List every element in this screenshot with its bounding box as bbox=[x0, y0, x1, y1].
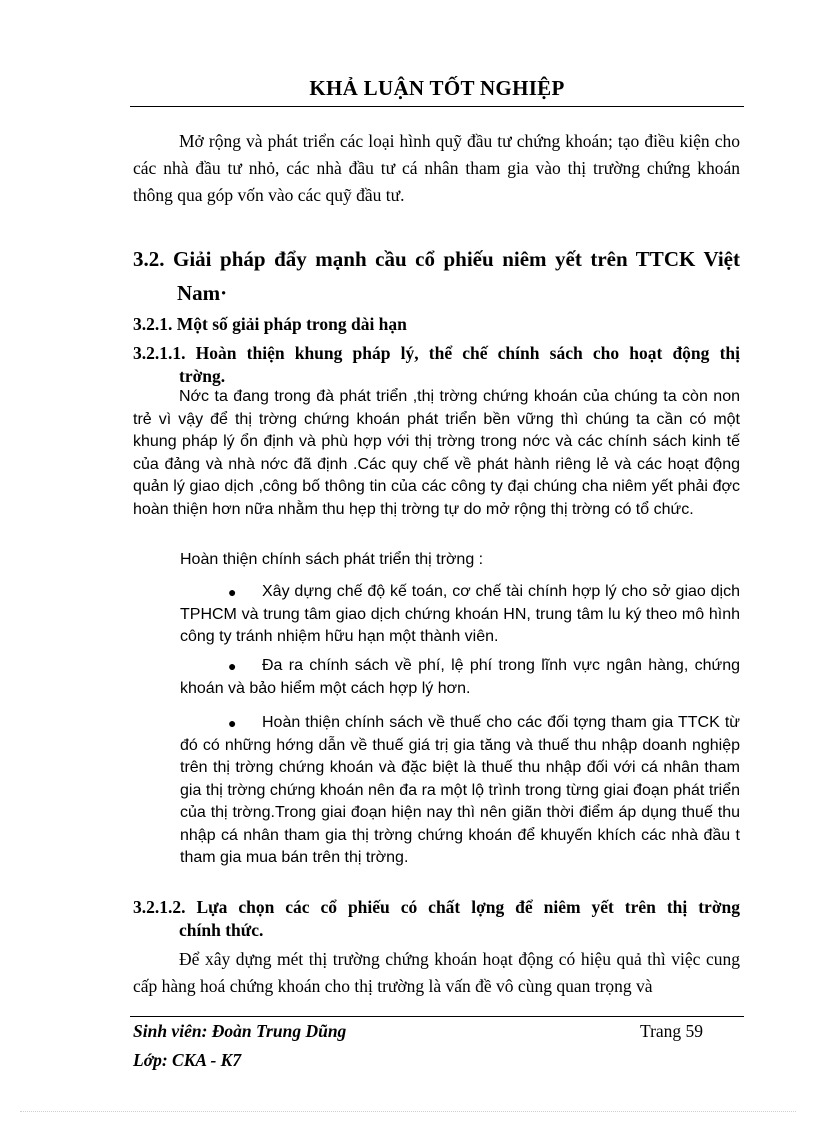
list-item-text: Hoàn thiện chính sách về thuế cho các đối tợng tham gia TTCK từ đó có những hớng dẫn về thuế giá trị gia tăng và thuế thu nhập doanh nghiệp trên thị trờng chứng khoán và đặc biệt là thuế thu nhập đối với cá nhân tham gia thị trờng chứng khoán nên đa ra một lộ trình trong từng giai đoạn phát triển của thị trờng.Trong giai đoạn hiện nay thì nên giãn thời điểm áp dụng thuế thu nhập cá nhân tham gia thị trờng chứng khoán để khuyến khích các nhà đầu t tham gia mua bán trên thị trờng. bbox=[180, 714, 740, 866]
footer-page-number: Trang 59 bbox=[640, 1021, 704, 1041]
page-edge-dotted-line bbox=[20, 1111, 796, 1112]
list-item bbox=[180, 712, 740, 870]
section-3-2-1-1-heading bbox=[133, 342, 740, 388]
section-3-2-heading-line2: Nam· bbox=[177, 281, 228, 305]
intro-paragraph: Mở rộng và phát triển các loại hình quỹ đầu tư chứng khoán; tạo điều kiện cho các nhà đầu tư nhỏ, các nhà đầu tư cá nhân tham gia vào thị trường chứng khoán thông qua góp vốn vào các quỹ đầu tư. bbox=[133, 131, 740, 205]
list-item bbox=[180, 581, 740, 649]
section-3-2-heading bbox=[133, 242, 740, 310]
page-header-title: KHẢ LUẬN TỐT NGHIỆP bbox=[309, 76, 565, 100]
footer-class: Lớp: CKA - K7 bbox=[133, 1050, 242, 1070]
section-3-2-1-1-heading-line1: 3.2.1.1. Hoàn thiện khung pháp lý, thể chế chính sách cho hoạt động thị bbox=[133, 343, 740, 363]
list-item bbox=[180, 655, 740, 700]
list-item-text: Xây dựng chế độ kế toán, cơ chế tài chính hợp lý cho sở giao dịch TPHCM và trung tâm giao dịch chứng khoán HN, trung tâm lu ký theo mô hình công ty tránh nhiệm hữu hạn một thành viên. bbox=[180, 583, 740, 645]
section-3-2-1-2-heading bbox=[133, 896, 740, 942]
bullet-icon: ● bbox=[228, 658, 237, 674]
bullet-icon: ● bbox=[228, 584, 237, 600]
section-3-2-1-1-heading-line2: trờng. bbox=[179, 366, 226, 386]
section-3-2-heading-line1: 3.2. Giải pháp đẩy mạnh cầu cổ phiếu niêm yết trên TTCK Việt bbox=[133, 247, 740, 271]
section-3-2-1-heading: 3.2.1. Một số giải pháp trong dài hạn bbox=[133, 314, 407, 334]
section-3-2-1-1-paragraph: Nớc ta đang trong đà phát triển ,thị trờng chứng khoán của chúng ta còn non trẻ vì vậy để thị trờng chứng khoán phát triển bền vững thì chúng ta cần có một khung pháp lý ổn định và phù hợp với thị trờng trong nớc và các chính sách kinh tế của đảng và nhà nớc đã định .Các quy chế về phát hành riêng lẻ và các hoạt động quản lý giao dịch ,công bố thông tin của các công ty đại chúng cha niêm yết phải đợc hoàn thiện hơn nữa nhằm thu hẹp thị trờng tự do mở rộng thị trờng có tổ chức. bbox=[133, 388, 740, 518]
footer-student-name: Sinh viên: Đoàn Trung Dũng bbox=[133, 1021, 347, 1041]
footer-rule bbox=[130, 1016, 744, 1017]
header-rule bbox=[130, 106, 744, 107]
section-3-2-1-2-heading-line2: chính thức. bbox=[179, 920, 264, 940]
policy-list-lead: Hoàn thiện chính sách phát triển thị trờng : bbox=[180, 551, 484, 568]
section-3-2-1-2-heading-line1: 3.2.1.2. Lựa chọn các cổ phiếu có chất lợng để niêm yết trên thị trờng bbox=[133, 897, 740, 917]
section-3-2-1-2-paragraph: Để xây dựng mét thị trường chứng khoán hoạt động có hiệu quả thì việc cung cấp hàng hoá chứng khoán cho thị trường là vấn đề vô cùng quan trọng và bbox=[133, 949, 740, 996]
bullet-icon: ● bbox=[228, 715, 237, 731]
list-item-text: Đa ra chính sách về phí, lệ phí trong lĩnh vực ngân hàng, chứng khoán và bảo hiểm một cách hợp lý hơn. bbox=[180, 657, 740, 697]
